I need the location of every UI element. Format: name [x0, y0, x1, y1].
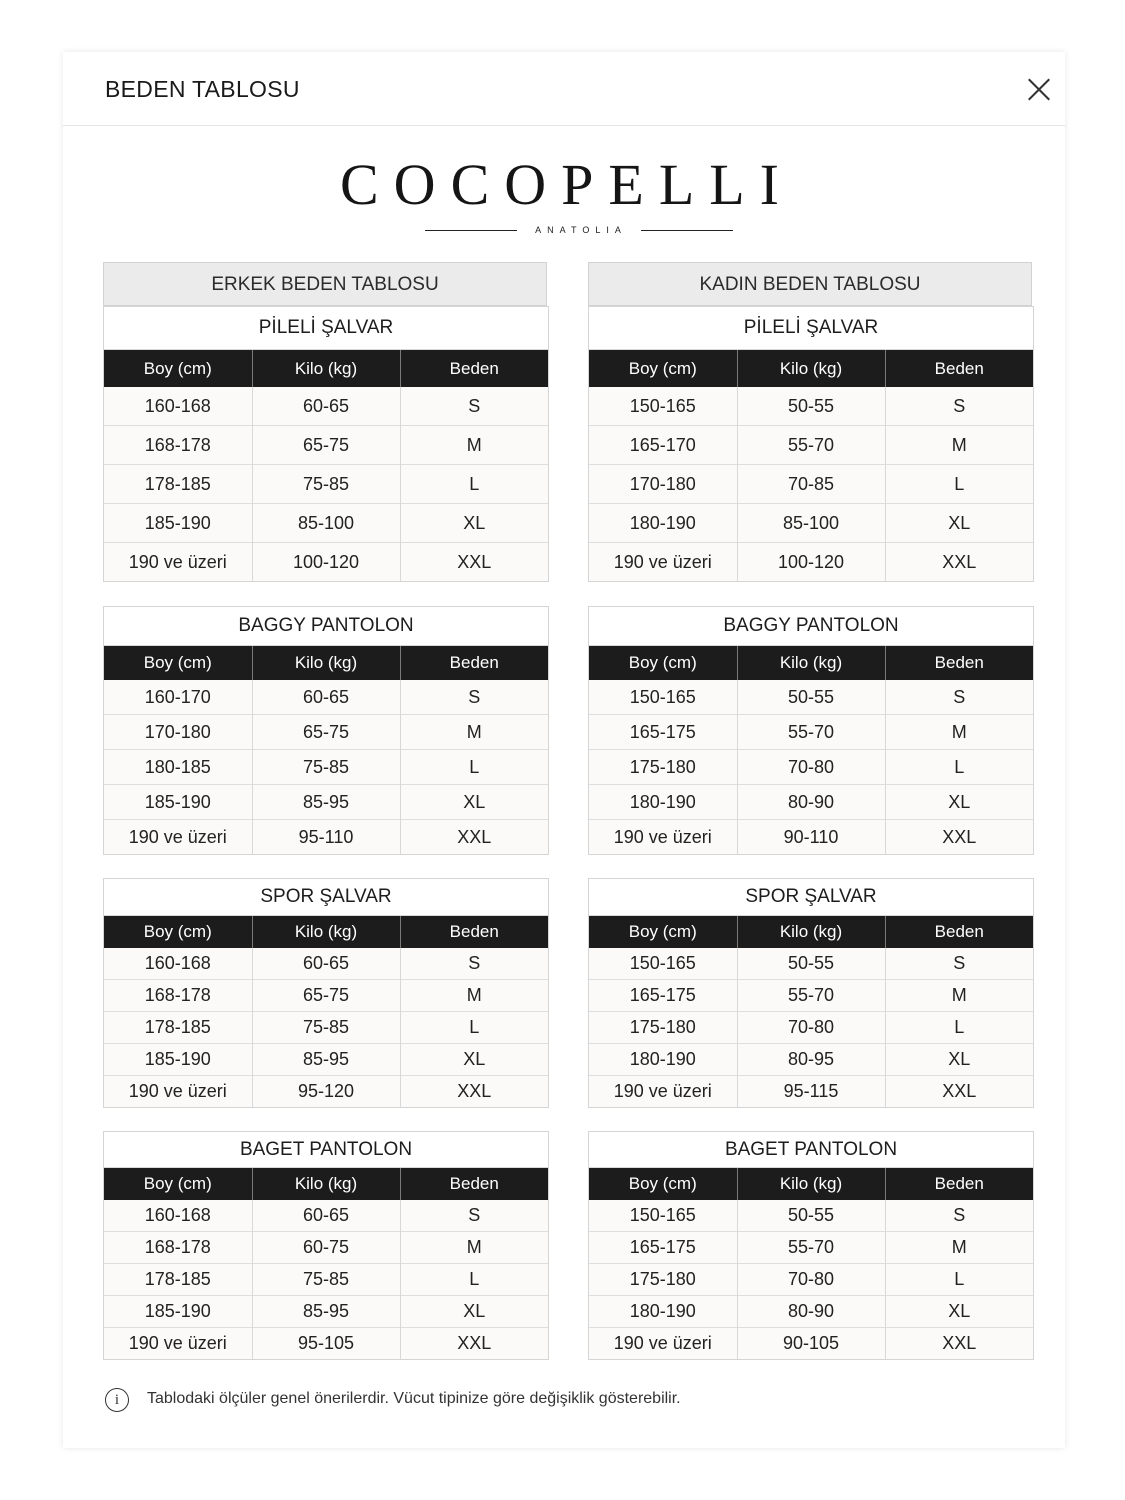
table-cell: 150-165 [589, 387, 737, 426]
table-row [104, 1012, 548, 1044]
column-header: Beden [885, 350, 1033, 387]
table-cell: 150-165 [589, 948, 737, 980]
table-cell: 175-180 [589, 1012, 737, 1044]
table-cell: 65-75 [252, 426, 400, 465]
table-row [589, 465, 1033, 504]
table-row [104, 426, 548, 465]
table-cell: XXL [400, 820, 548, 855]
table-cell: 70-80 [737, 1012, 885, 1044]
table-row [104, 1044, 548, 1076]
table-cell: 190 ve üzeri [104, 1328, 252, 1360]
table-cell: L [885, 750, 1033, 785]
table-row [589, 715, 1033, 750]
table-cell: 90-105 [737, 1328, 885, 1360]
table-cell: 100-120 [737, 543, 885, 582]
table-cell: S [885, 948, 1033, 980]
table-row [589, 426, 1033, 465]
column-header: Beden [885, 916, 1033, 948]
column-header: Kilo (kg) [737, 1168, 885, 1200]
women-size-table [588, 306, 1034, 582]
table-cell: 70-85 [737, 465, 885, 504]
table-cell: 180-185 [104, 750, 252, 785]
table-cell: M [400, 980, 548, 1012]
table-cell: 175-180 [589, 1264, 737, 1296]
table-cell: 190 ve üzeri [104, 543, 252, 582]
table-cell: 50-55 [737, 387, 885, 426]
table-cell: 85-100 [737, 504, 885, 543]
table-cell: 85-95 [252, 1044, 400, 1076]
table-cell: M [885, 715, 1033, 750]
men-size-table [103, 1131, 549, 1360]
table-row [104, 948, 548, 980]
table-cell: S [885, 387, 1033, 426]
table-cell: S [400, 387, 548, 426]
table-cell: 165-170 [589, 426, 737, 465]
table-cell: 190 ve üzeri [589, 1328, 737, 1360]
table-cell: 168-178 [104, 426, 252, 465]
table-row [104, 820, 548, 855]
table-cell: 75-85 [252, 750, 400, 785]
men-size-table [103, 606, 549, 855]
brand-logo [325, 152, 795, 242]
table-cell: 190 ve üzeri [589, 543, 737, 582]
table-cell: 50-55 [737, 680, 885, 715]
column-header: Boy (cm) [589, 916, 737, 948]
table-row [589, 1012, 1033, 1044]
table-cell: 180-190 [589, 1044, 737, 1076]
column-header: Boy (cm) [104, 350, 252, 387]
table-cell: L [885, 1012, 1033, 1044]
table-cell: XL [400, 785, 548, 820]
table-cell: 100-120 [252, 543, 400, 582]
table-row [589, 1200, 1033, 1232]
column-header: Beden [400, 646, 548, 680]
table-cell: 165-175 [589, 715, 737, 750]
column-header: Kilo (kg) [737, 646, 885, 680]
table-row [589, 543, 1033, 582]
table-cell: S [400, 948, 548, 980]
women-size-table [588, 1131, 1034, 1360]
column-header: Boy (cm) [589, 646, 737, 680]
table-title: SPOR ŞALVAR [104, 879, 548, 916]
table-cell: S [885, 680, 1033, 715]
table-cell: XXL [885, 543, 1033, 582]
table-cell: L [400, 465, 548, 504]
table-row [589, 1076, 1033, 1108]
table-cell: 180-190 [589, 504, 737, 543]
column-header: Boy (cm) [104, 646, 252, 680]
table-cell: 85-100 [252, 504, 400, 543]
table-row [104, 1076, 548, 1108]
table-cell: L [885, 465, 1033, 504]
table-cell: XL [400, 1296, 548, 1328]
table-row [589, 1328, 1033, 1360]
table-row [104, 1232, 548, 1264]
table-cell: 170-180 [104, 715, 252, 750]
table-cell: 168-178 [104, 1232, 252, 1264]
table-cell: 190 ve üzeri [589, 1076, 737, 1108]
table-cell: 190 ve üzeri [589, 820, 737, 855]
table-cell: 60-65 [252, 1200, 400, 1232]
table-row [589, 948, 1033, 980]
table-cell: L [400, 1264, 548, 1296]
brand-name: COCOPELLI [340, 152, 794, 217]
table-cell: XL [885, 504, 1033, 543]
table-cell: 80-90 [737, 785, 885, 820]
column-header: Boy (cm) [589, 1168, 737, 1200]
table-cell: S [885, 1200, 1033, 1232]
men-size-table [103, 306, 549, 582]
table-cell: 75-85 [252, 1264, 400, 1296]
table-row [104, 1264, 548, 1296]
column-header: Kilo (kg) [252, 916, 400, 948]
table-title: BAGET PANTOLON [104, 1132, 548, 1168]
table-row [589, 680, 1033, 715]
table-row [589, 1296, 1033, 1328]
table-cell: 75-85 [252, 465, 400, 504]
table-cell: 75-85 [252, 1012, 400, 1044]
table-cell: 190 ve üzeri [104, 1076, 252, 1108]
table-cell: M [885, 426, 1033, 465]
column-header: Kilo (kg) [737, 350, 885, 387]
table-cell: 55-70 [737, 980, 885, 1012]
table-cell: L [400, 750, 548, 785]
table-row [104, 1296, 548, 1328]
table-cell: 165-175 [589, 980, 737, 1012]
brand-tagline: ANATOLIA [535, 225, 627, 235]
table-row [104, 1200, 548, 1232]
column-header: Kilo (kg) [252, 1168, 400, 1200]
table-row [104, 680, 548, 715]
table-row [104, 715, 548, 750]
table-row [104, 504, 548, 543]
table-title: PİLELİ ŞALVAR [104, 307, 548, 350]
table-cell: 95-105 [252, 1328, 400, 1360]
table-cell: 150-165 [589, 680, 737, 715]
table-cell: 55-70 [737, 715, 885, 750]
table-row [589, 1044, 1033, 1076]
table-cell: XL [400, 1044, 548, 1076]
column-header: Beden [885, 1168, 1033, 1200]
table-row [589, 980, 1033, 1012]
table-row [589, 504, 1033, 543]
table-cell: XXL [400, 1076, 548, 1108]
table-row [589, 1264, 1033, 1296]
table-cell: 70-80 [737, 1264, 885, 1296]
info-icon: i [105, 1388, 129, 1412]
table-cell: M [885, 1232, 1033, 1264]
table-cell: M [400, 715, 548, 750]
men-section-header [103, 262, 547, 306]
table-title: BAGGY PANTOLON [589, 607, 1033, 646]
column-header: Kilo (kg) [737, 916, 885, 948]
table-cell: M [400, 1232, 548, 1264]
table-cell: 50-55 [737, 948, 885, 980]
table-cell: 95-115 [737, 1076, 885, 1108]
table-cell: 85-95 [252, 1296, 400, 1328]
women-section-title: KADIN BEDEN TABLOSU [699, 274, 921, 295]
footer-text: Tablodaki ölçüler genel önerilerdir. Vücut tipinize göre değişiklik gösterebilir. [147, 1390, 681, 1407]
table-title: BAGET PANTOLON [589, 1132, 1033, 1168]
column-header: Boy (cm) [104, 1168, 252, 1200]
table-row [104, 387, 548, 426]
brand-subtitle [425, 222, 733, 238]
divider [425, 230, 517, 231]
table-cell: 60-65 [252, 387, 400, 426]
table-title: SPOR ŞALVAR [589, 879, 1033, 916]
table-cell: 185-190 [104, 504, 252, 543]
column-header: Kilo (kg) [252, 646, 400, 680]
table-cell: 160-170 [104, 680, 252, 715]
table-cell: XL [885, 785, 1033, 820]
table-cell: 95-110 [252, 820, 400, 855]
table-cell: 185-190 [104, 785, 252, 820]
column-header: Boy (cm) [589, 350, 737, 387]
size-chart-modal [63, 52, 1065, 1448]
table-row [589, 820, 1033, 855]
divider [641, 230, 733, 231]
table-row [104, 465, 548, 504]
table-cell: 168-178 [104, 980, 252, 1012]
table-cell: XXL [885, 1328, 1033, 1360]
column-header: Beden [400, 350, 548, 387]
table-cell: 178-185 [104, 1264, 252, 1296]
table-cell: 50-55 [737, 1200, 885, 1232]
table-cell: XXL [400, 543, 548, 582]
table-cell: 175-180 [589, 750, 737, 785]
table-cell: 60-75 [252, 1232, 400, 1264]
table-cell: L [400, 1012, 548, 1044]
table-cell: 178-185 [104, 465, 252, 504]
table-cell: M [885, 980, 1033, 1012]
table-cell: M [400, 426, 548, 465]
table-cell: S [400, 680, 548, 715]
column-header: Kilo (kg) [252, 350, 400, 387]
women-section-header [588, 262, 1032, 306]
table-cell: 160-168 [104, 948, 252, 980]
table-cell: XXL [400, 1328, 548, 1360]
table-row [104, 785, 548, 820]
table-cell: 60-65 [252, 680, 400, 715]
men-section-title: ERKEK BEDEN TABLOSU [211, 274, 439, 295]
table-cell: 55-70 [737, 426, 885, 465]
table-cell: XL [885, 1044, 1033, 1076]
table-row [104, 1328, 548, 1360]
table-cell: XL [400, 504, 548, 543]
table-cell: 160-168 [104, 387, 252, 426]
table-cell: 65-75 [252, 980, 400, 1012]
table-row [589, 1232, 1033, 1264]
table-cell: 65-75 [252, 715, 400, 750]
table-cell: 95-120 [252, 1076, 400, 1108]
table-cell: 80-90 [737, 1296, 885, 1328]
table-cell: 60-65 [252, 948, 400, 980]
table-row [589, 750, 1033, 785]
table-row [104, 750, 548, 785]
table-cell: XXL [885, 820, 1033, 855]
column-header: Beden [400, 916, 548, 948]
table-cell: 70-80 [737, 750, 885, 785]
table-cell: S [400, 1200, 548, 1232]
column-header: Boy (cm) [104, 916, 252, 948]
table-cell: 185-190 [104, 1296, 252, 1328]
close-icon[interactable] [1025, 76, 1053, 104]
table-title: BAGGY PANTOLON [104, 607, 548, 646]
table-row [589, 387, 1033, 426]
women-size-table [588, 606, 1034, 855]
table-cell: 80-95 [737, 1044, 885, 1076]
table-cell: 180-190 [589, 1296, 737, 1328]
table-cell: 190 ve üzeri [104, 820, 252, 855]
table-cell: XXL [885, 1076, 1033, 1108]
table-cell: 185-190 [104, 1044, 252, 1076]
modal-title: BEDEN TABLOSU [105, 76, 300, 102]
table-cell: 170-180 [589, 465, 737, 504]
men-size-table [103, 878, 549, 1108]
women-size-table [588, 878, 1034, 1108]
table-cell: 85-95 [252, 785, 400, 820]
table-cell: L [885, 1264, 1033, 1296]
table-cell: 150-165 [589, 1200, 737, 1232]
column-header: Beden [400, 1168, 548, 1200]
table-cell: 178-185 [104, 1012, 252, 1044]
table-cell: 90-110 [737, 820, 885, 855]
table-title: PİLELİ ŞALVAR [589, 307, 1033, 350]
modal-header [63, 52, 1065, 126]
column-header: Beden [885, 646, 1033, 680]
table-row [104, 980, 548, 1012]
table-row [589, 785, 1033, 820]
table-cell: 165-175 [589, 1232, 737, 1264]
table-cell: XL [885, 1296, 1033, 1328]
table-cell: 55-70 [737, 1232, 885, 1264]
table-row [104, 543, 548, 582]
table-cell: 160-168 [104, 1200, 252, 1232]
table-cell: 180-190 [589, 785, 737, 820]
